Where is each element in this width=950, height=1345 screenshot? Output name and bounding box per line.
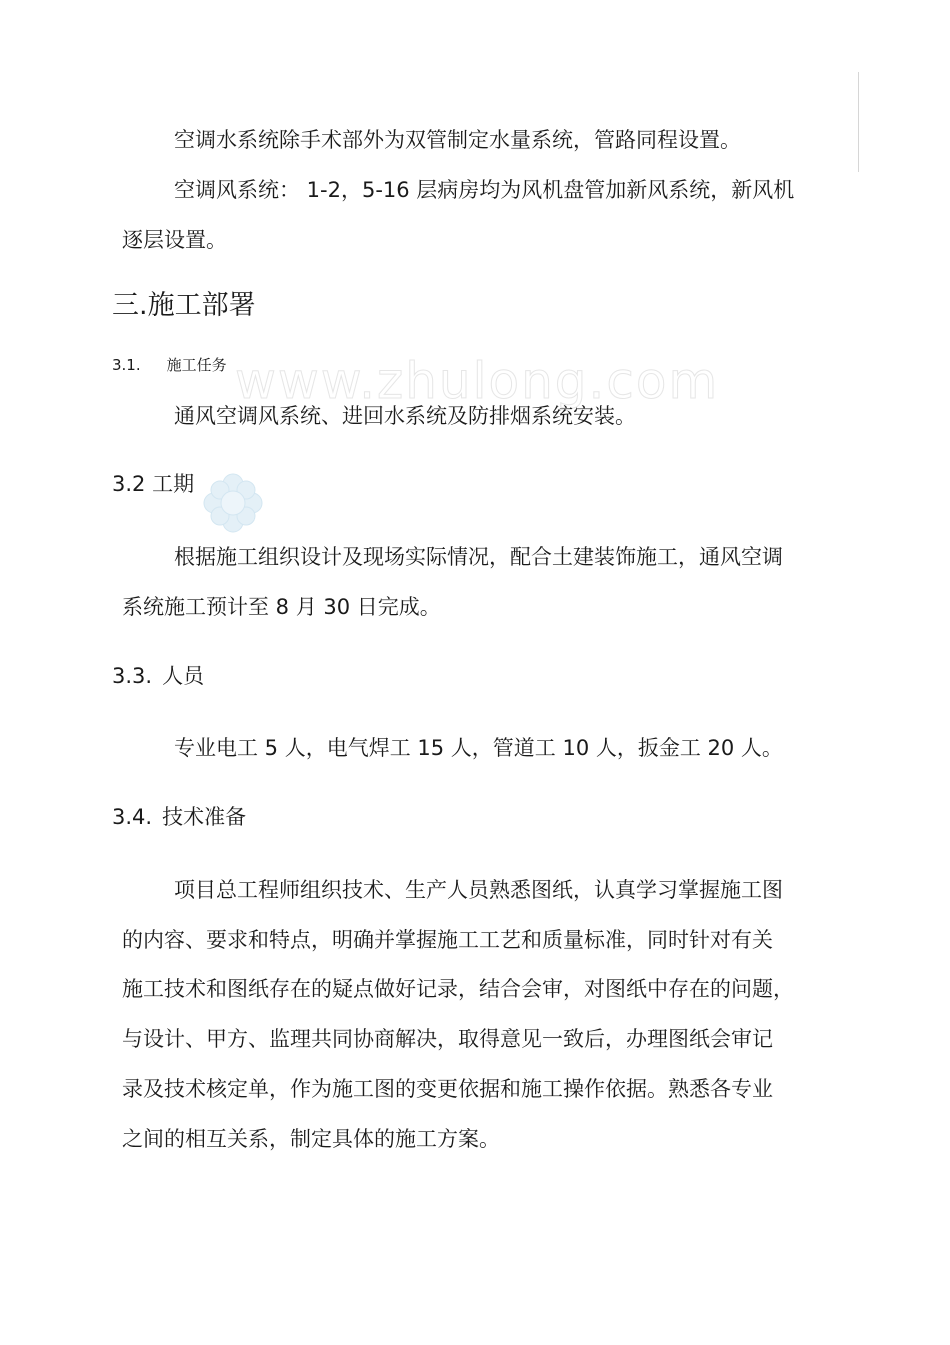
paragraph-water-system: 空调水系统除手术部外为双管制定水量系统，管路同程设置。 — [174, 128, 741, 152]
subsection-3-2-heading: 3.2 工期 — [112, 472, 195, 496]
schedule-body-line1: 根据施工组织设计及现场实际情况，配合土建装饰施工，通风空调 — [174, 545, 783, 569]
tech-prep-line-2: 的内容、要求和特点，明确并掌握施工工艺和质量标准，同时针对有关 — [122, 928, 773, 952]
subsection-3-1-title: 施工任务 — [166, 356, 227, 374]
tech-prep-line-4: 与设计、甲方、监理共同协商解决，取得意见一致后，办理图纸会审记 — [122, 1027, 773, 1051]
subsection-3-3-title: 人员 — [162, 664, 205, 688]
tech-prep-line-3: 施工技术和图纸存在的疑点做好记录，结合会审，对图纸中存在的问题， — [122, 977, 794, 1001]
tech-prep-line-5: 录及技术核定单，作为施工图的变更依据和施工操作依据。熟悉各专业 — [122, 1077, 773, 1101]
subsection-3-3-number: 3.3. — [112, 664, 153, 688]
paragraph-air-system-line2: 逐层设置。 — [122, 228, 227, 252]
schedule-body-line2: 系统施工预计至 8 月 30 日完成。 — [122, 595, 441, 619]
tech-prep-line-1: 项目总工程师组织技术、生产人员熟悉图纸，认真学习掌握施工图 — [174, 878, 783, 902]
watermark-text: www.zhulong.com — [235, 352, 720, 410]
subsection-3-4-number: 3.4. — [112, 805, 153, 829]
subsection-3-3-heading — [112, 662, 204, 690]
page-edge-line — [858, 72, 859, 172]
section-heading-construction-deployment: 三.施工部署 — [112, 290, 256, 321]
subsection-3-4-heading — [112, 803, 246, 831]
construction-task-body: 通风空调风系统、进回水系统及防排烟系统安装。 — [174, 404, 636, 428]
watermark-logo-icon — [200, 470, 266, 536]
tech-prep-line-6: 之间的相互关系，制定具体的施工方案。 — [122, 1127, 500, 1151]
subsection-3-1-heading — [112, 355, 227, 375]
paragraph-air-system-line1: 空调风系统： 1-2，5-16 层病房均为风机盘管加新风系统，新风机 — [174, 178, 795, 202]
subsection-3-4-title: 技术准备 — [162, 805, 247, 829]
personnel-body: 专业电工 5 人，电气焊工 15 人，管道工 10 人，扳金工 20 人。 — [174, 736, 783, 760]
subsection-3-1-number: 3.1. — [112, 356, 141, 374]
